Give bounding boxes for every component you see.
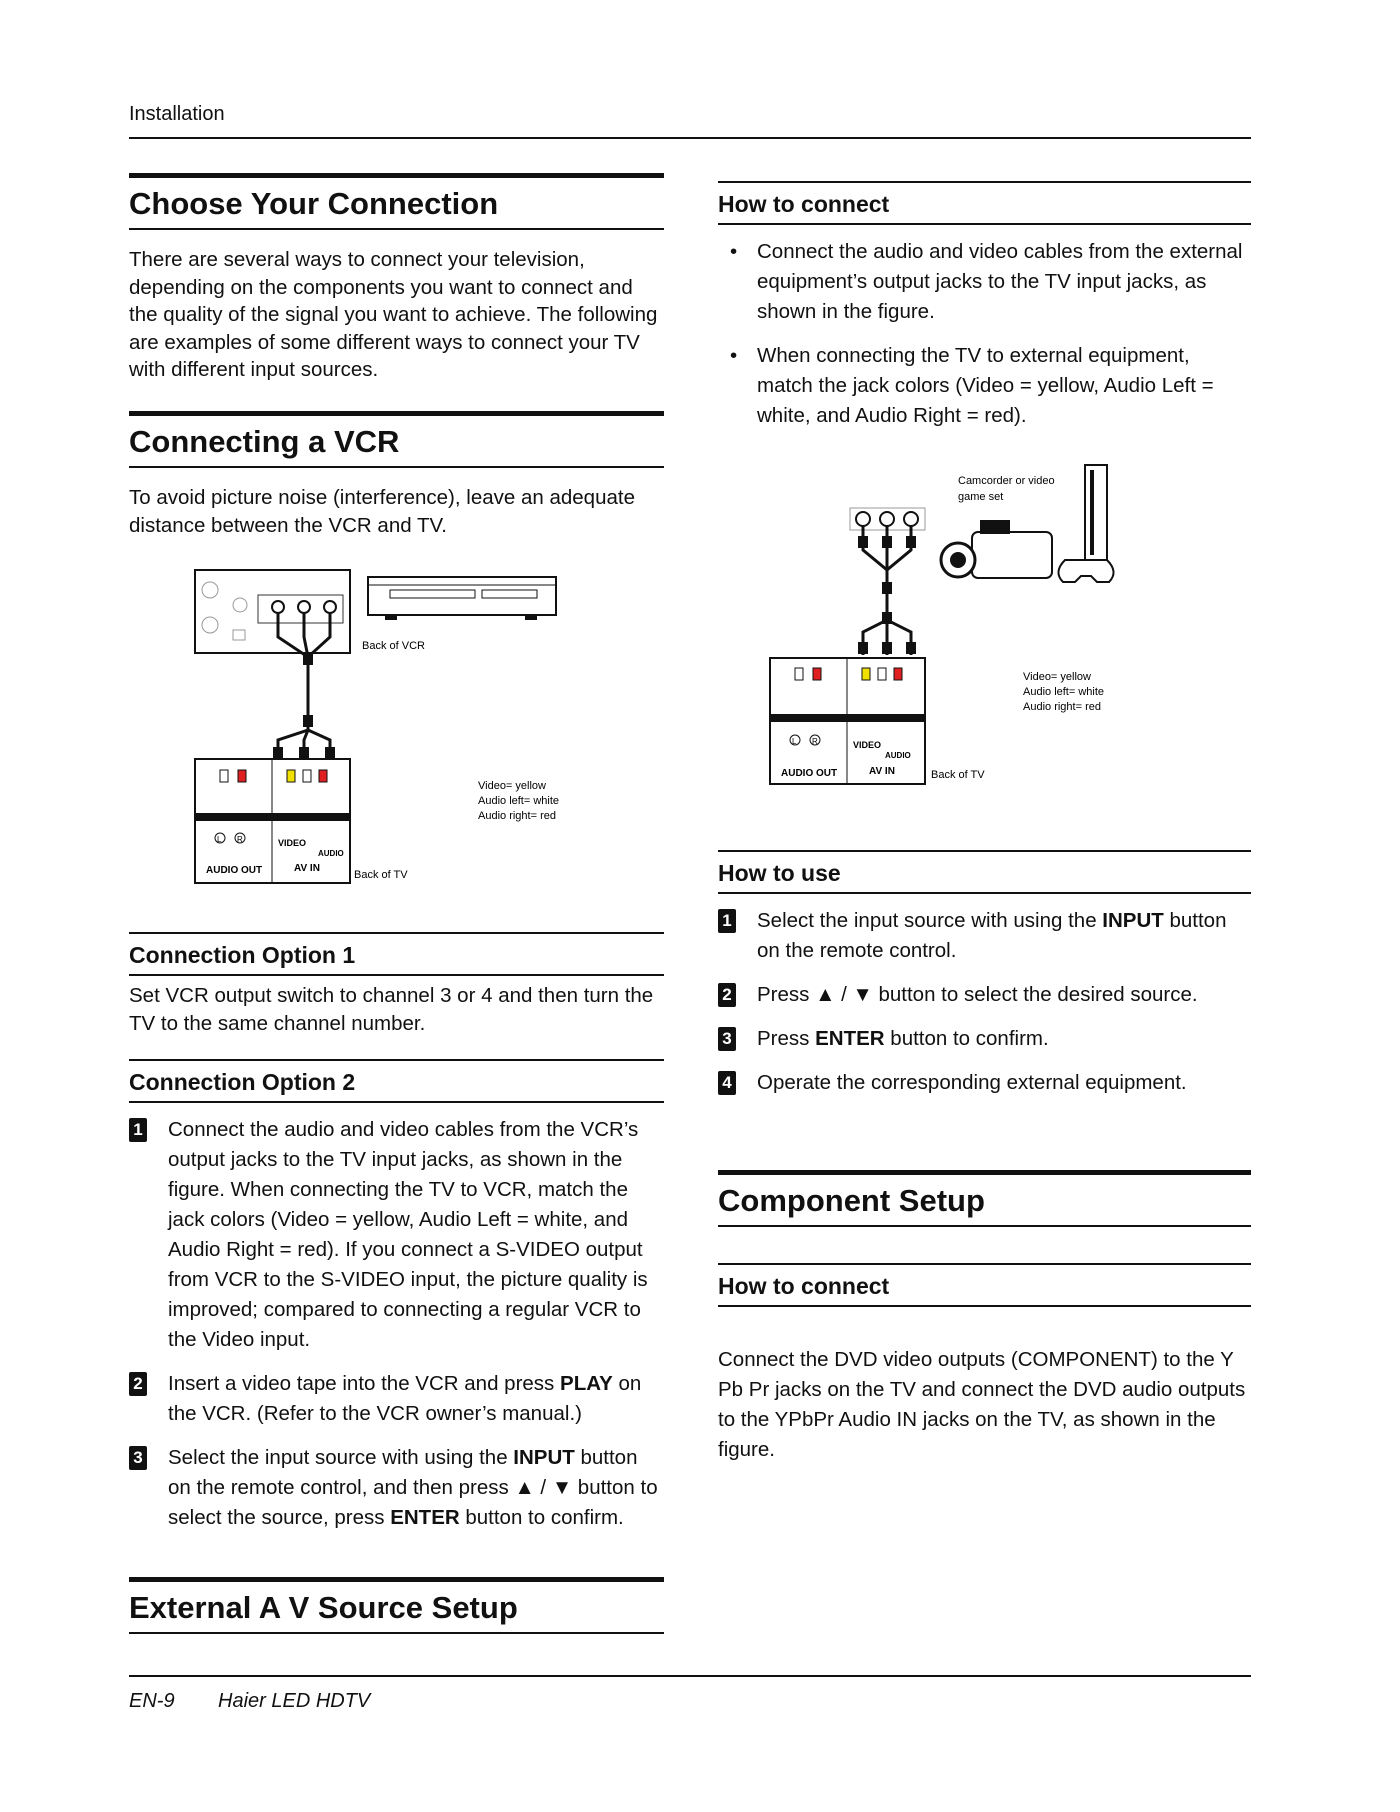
camcorder-icon (941, 520, 1052, 578)
audio-out-label: AUDIO OUT (206, 865, 263, 876)
section-rule (718, 850, 1251, 852)
step-text: Insert a video tape into the VCR and press (168, 1372, 561, 1395)
step-number: 2 (718, 983, 736, 1007)
step-number: 2 (129, 1372, 147, 1396)
section-title: External A V Source Setup (129, 1590, 518, 1625)
section-connecting-vcr (129, 411, 664, 539)
step-bold: INPUT (1102, 909, 1164, 932)
section-rule (718, 1225, 1251, 1227)
step-text: button on the remote control. (757, 909, 1227, 962)
game-console-icon (1058, 465, 1113, 582)
section-rule (129, 228, 664, 230)
section-rule (718, 223, 1251, 225)
section-rule (129, 932, 664, 934)
section-rule (718, 1305, 1251, 1307)
tv-audio-label: AUDIO (885, 751, 911, 760)
header-rule (129, 137, 1251, 139)
section-text: To avoid picture noise (interference), leave an adequate distance between the VCR and TV. (129, 486, 635, 537)
section-rule (129, 1577, 664, 1582)
step-text: on the VCR. (Refer to the VCR owner’s manual.) (168, 1372, 642, 1425)
step-text: button on the remote control, and then press (168, 1446, 638, 1499)
back-of-tv-label: Back of TV (931, 769, 985, 781)
legend-audio-left: Audio left= white (1023, 686, 1105, 698)
bullet-item (718, 237, 1251, 327)
av-in-label: AV IN (869, 766, 895, 777)
section-title: Component Setup (718, 1183, 985, 1218)
section-rule (129, 411, 664, 416)
step-item (718, 906, 1251, 966)
section-choose-connection (129, 173, 664, 384)
bullet-dot: • (730, 240, 738, 263)
step-text: Select the input source with using the (757, 909, 1103, 932)
step-text: button to confirm. (884, 1027, 1049, 1050)
step-number: 3 (718, 1027, 736, 1051)
footer-rule (129, 1675, 1251, 1677)
step-bold: ENTER (390, 1506, 460, 1529)
steps-list (718, 906, 1251, 1098)
tv-l-jack-label: L (792, 737, 797, 746)
vcr-device (368, 577, 556, 615)
audio-out-label: AUDIO OUT (781, 768, 838, 779)
section-text: Set VCR output switch to channel 3 or 4 and then turn the TV to the same channel number. (129, 984, 654, 1035)
legend-video: Video= yellow (478, 780, 546, 792)
step-item (129, 1443, 664, 1533)
step-item (129, 1369, 664, 1429)
step-text: button to select the desired source. (872, 983, 1198, 1006)
step-item (718, 980, 1251, 1010)
section-option-1 (129, 932, 664, 1037)
legend-audio-left: Audio left= white (478, 795, 560, 807)
section-rule (718, 181, 1251, 183)
section-rule (129, 1059, 664, 1061)
legend-video: Video= yellow (1023, 671, 1091, 683)
tv-r-jack-label: R (812, 737, 818, 746)
up-down-arrow-icon: ▲ / ▼ (514, 1476, 573, 1499)
step-text: button to confirm. (459, 1506, 624, 1529)
tv-l-jack-label: L (217, 835, 222, 844)
section-rule (129, 974, 664, 976)
section-rule (129, 173, 664, 178)
section-title: How to use (718, 860, 841, 886)
tv-audio-label: AUDIO (318, 849, 344, 858)
bullet-text: When connecting the TV to external equipment, match the jack colors (Video = yellow, Audio Left = white, and Audio Right = red). (757, 344, 1214, 427)
step-number: 4 (718, 1071, 736, 1095)
camcorder-label: Camcorder or video (958, 475, 1055, 487)
legend-audio-right: Audio right= red (1023, 701, 1101, 713)
steps-list (129, 1115, 664, 1533)
vcr-connection-figure (190, 565, 610, 895)
bullet-item (718, 341, 1251, 431)
section-title: Choose Your Connection (129, 186, 499, 221)
section-rule (129, 1632, 664, 1634)
step-item (129, 1115, 664, 1355)
camcorder-connection-figure (765, 460, 1145, 795)
bullet-list (718, 237, 1251, 431)
step-text: Press (757, 1027, 816, 1050)
tv-r-jack-label: R (237, 835, 243, 844)
step-item (718, 1024, 1251, 1054)
step-bold: PLAY (560, 1372, 613, 1395)
section-rule (718, 892, 1251, 894)
product-name: Haier LED HDTV (218, 1690, 371, 1712)
section-title: How to connect (718, 191, 890, 217)
step-item (718, 1068, 1251, 1098)
step-text: button to select the source, press (168, 1476, 658, 1529)
step-bold: INPUT (513, 1446, 575, 1469)
running-header: Installation (129, 103, 225, 125)
game-set-label: game set (958, 491, 1004, 503)
page-number: EN-9 (129, 1690, 175, 1712)
step-text: Select the input source with using the (168, 1446, 514, 1469)
step-text: Connect the audio and video cables from the VCR’s output jacks to the TV input jacks, as shown in the figure. When connecting the TV to VCR, match the jack colors (Video = yellow, Audio Left = white, and Audio Right = red). If you connect a S-VIDEO output from VCR to the S-VIDEO input, the picture quality is improved; compared to connecting a regular VCR to the Video input. (168, 1118, 648, 1351)
legend-audio-right: Audio right= red (478, 810, 556, 822)
section-option-2 (129, 1059, 664, 1533)
step-number: 1 (129, 1118, 147, 1142)
step-number: 1 (718, 909, 736, 933)
section-rule (718, 1263, 1251, 1265)
section-text: There are several ways to connect your television, depending on the components you want to connect and the quality of the signal you want to achieve. The following are examples of some different ways to connect your TV with different input sources. (129, 248, 658, 381)
section-how-to-use (718, 850, 1251, 1098)
section-component-setup (718, 1170, 1251, 1465)
section-external-av (129, 1577, 664, 1634)
bullet-text: Connect the audio and video cables from the external equipment’s output jacks to the TV input jacks, as shown in the figure. (757, 240, 1243, 323)
section-rule (129, 466, 664, 468)
section-title: Connection Option 2 (129, 1069, 356, 1095)
back-of-vcr-label: Back of VCR (362, 640, 425, 652)
section-how-to-connect (718, 181, 1251, 445)
section-rule (718, 1170, 1251, 1175)
step-bold: ENTER (815, 1027, 885, 1050)
back-of-tv-label: Back of TV (354, 869, 408, 881)
tv-video-label: VIDEO (853, 740, 882, 750)
section-text: Connect the DVD video outputs (COMPONENT) to the Y Pb Pr jacks on the TV and connect the DVD audio outputs to the YPbPr Audio IN jacks on the TV, as shown in the figure. (718, 1348, 1246, 1461)
step-text: Press (757, 983, 816, 1006)
step-text: Operate the corresponding external equipment. (757, 1071, 1187, 1094)
up-down-arrow-icon: ▲ / ▼ (815, 983, 873, 1006)
section-title: Connecting a VCR (129, 424, 400, 459)
tv-video-label: VIDEO (278, 838, 307, 848)
section-title: Connection Option 1 (129, 942, 356, 968)
subsection-title: How to connect (718, 1273, 890, 1299)
av-in-label: AV IN (294, 863, 320, 874)
section-rule (129, 1101, 664, 1103)
step-number: 3 (129, 1446, 147, 1470)
bullet-dot: • (730, 344, 738, 367)
